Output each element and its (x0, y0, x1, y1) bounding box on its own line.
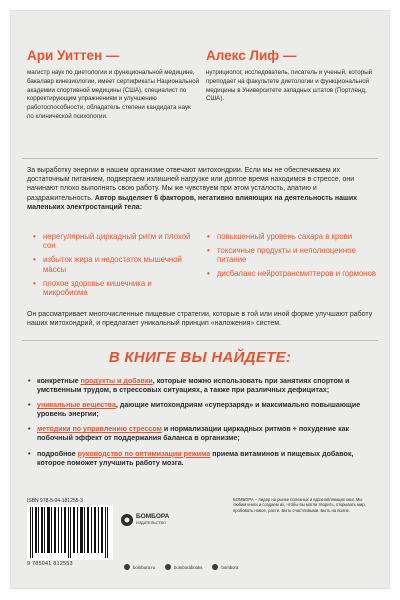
strategy-paragraph: Он рассматривает многочисленные пищевые стратегии, которые в той или иной форме улучшают работу наших митохондрий, и предлагает уникальный принцип «наложения» систем. (27, 311, 373, 328)
intro-bold: Автор выделяет 6 факторов, негативно влияющих на деятельность наших маленьких электростанций тела: (27, 194, 358, 211)
publisher-blurb: БОМБОРА – лидер на рынке полезных и вдохновляющих книг. Мы любим книги и создаем их, чтобы вы могли творить, открывать мир, пробовать новое, расти. Быть счастливыми. Быть на волне. (233, 497, 366, 513)
bullet-icon: • (33, 232, 36, 241)
finding-item: • методики по управлению стрессом и нормализации циркадных ритмов + похудение как побочный эффект от поддержания баланса в организме; (28, 425, 350, 443)
publisher-logo-icon (118, 500, 178, 540)
author-block-1 (27, 48, 199, 122)
author-bio: нутрициолог, исследователь, писатель и ученый, который преподает на факультете диетологии и функциональной медицины в Университете западных штатов (Портленд, США). (206, 69, 373, 103)
bullet-icon: • (33, 255, 36, 265)
social-link[interactable]: bomborabooks (165, 564, 202, 570)
section-heading: В КНИГЕ ВЫ НАЙДЕТЕ: (108, 349, 292, 366)
factor-item: • нерегулярный циркадный ритм и плохой сон (33, 232, 191, 251)
author-bio: магистр наук по диетологии и функциональной медицине, бакалавр кинезиологии, имеет сертификаты Национальной академии спортивной медицины (США), специалист по корректирующим упражнениям и улучшению работоспособности, обладатель степени кандидата наук по клинической психологии. (27, 69, 199, 120)
factor-item: • избыток жира и недостаток мышечной массы (33, 255, 182, 274)
social-links (124, 564, 380, 570)
factor-item: • плохое здоровье кишечника и микробиома (33, 278, 152, 298)
barcode-icon (27, 505, 113, 560)
finding-item: • уникальные вещества, дающие митохондриям «суперзаряд» и максимально повышающие уровень энергии; (28, 401, 361, 419)
intro-paragraph (27, 166, 373, 212)
bullet-icon: • (28, 425, 31, 434)
social-icon (212, 564, 218, 570)
bullet-icon: • (33, 278, 36, 288)
barcode-number: 9 785041 812553 (27, 561, 73, 567)
bullet-icon: • (28, 377, 31, 385)
finding-item: • подробное руководство по оптимизации режима приема витаминов и пищевых добавок, которое поможет улучшить работу мозга. (28, 449, 354, 467)
social-icon (165, 564, 171, 570)
divider (22, 158, 378, 159)
finding-item: • конкретные продукты и добавки, которые можно использовать при занятиях спортом и умственным трудом, в стрессовых ситуациях, а также при различных дефицитах; (28, 377, 350, 395)
isbn-text: ISBN 978-5-04-181255-3 (27, 498, 83, 504)
divider (22, 340, 378, 341)
factor-item: • дисбаланс нейротрансмиттеров и гормонов (207, 269, 377, 279)
bullet-icon: • (207, 269, 210, 279)
author-name: Ари Уиттен — (27, 48, 120, 63)
factors-right-list (207, 232, 377, 283)
bullet-icon: • (28, 401, 31, 410)
social-link[interactable]: bombora (212, 564, 238, 570)
intro-text: За выработку энергии в нашем организме отвечают митохондрии. Если мы не обеспечиваем их достаточным питанием, подвергаем излишней нагрузке или долгое время находимся в стрессе, они начинают плохо выполнять свою работу. Мы же чувствуем при этом усталость, апатию и раздражительность. (27, 167, 355, 202)
author-name: Алекс Лиф — (206, 48, 297, 63)
findings-list (28, 377, 378, 474)
publisher-name: БОМБОРА (136, 513, 170, 520)
factor-item: • повышенный уровень сахара в крови (207, 232, 353, 241)
author-block-2 (206, 48, 381, 104)
bullet-icon: • (207, 232, 210, 241)
social-link[interactable]: bombora.ru (124, 564, 155, 570)
bullet-icon: • (207, 245, 210, 255)
factors-left-list (33, 232, 193, 302)
publisher-subtitle: ИЗДАТЕЛЬСТВО (136, 521, 166, 525)
bullet-icon: • (28, 449, 31, 458)
globe-icon (124, 564, 130, 570)
factor-item: • токсичные продукты и неполноценное питание (207, 245, 356, 265)
